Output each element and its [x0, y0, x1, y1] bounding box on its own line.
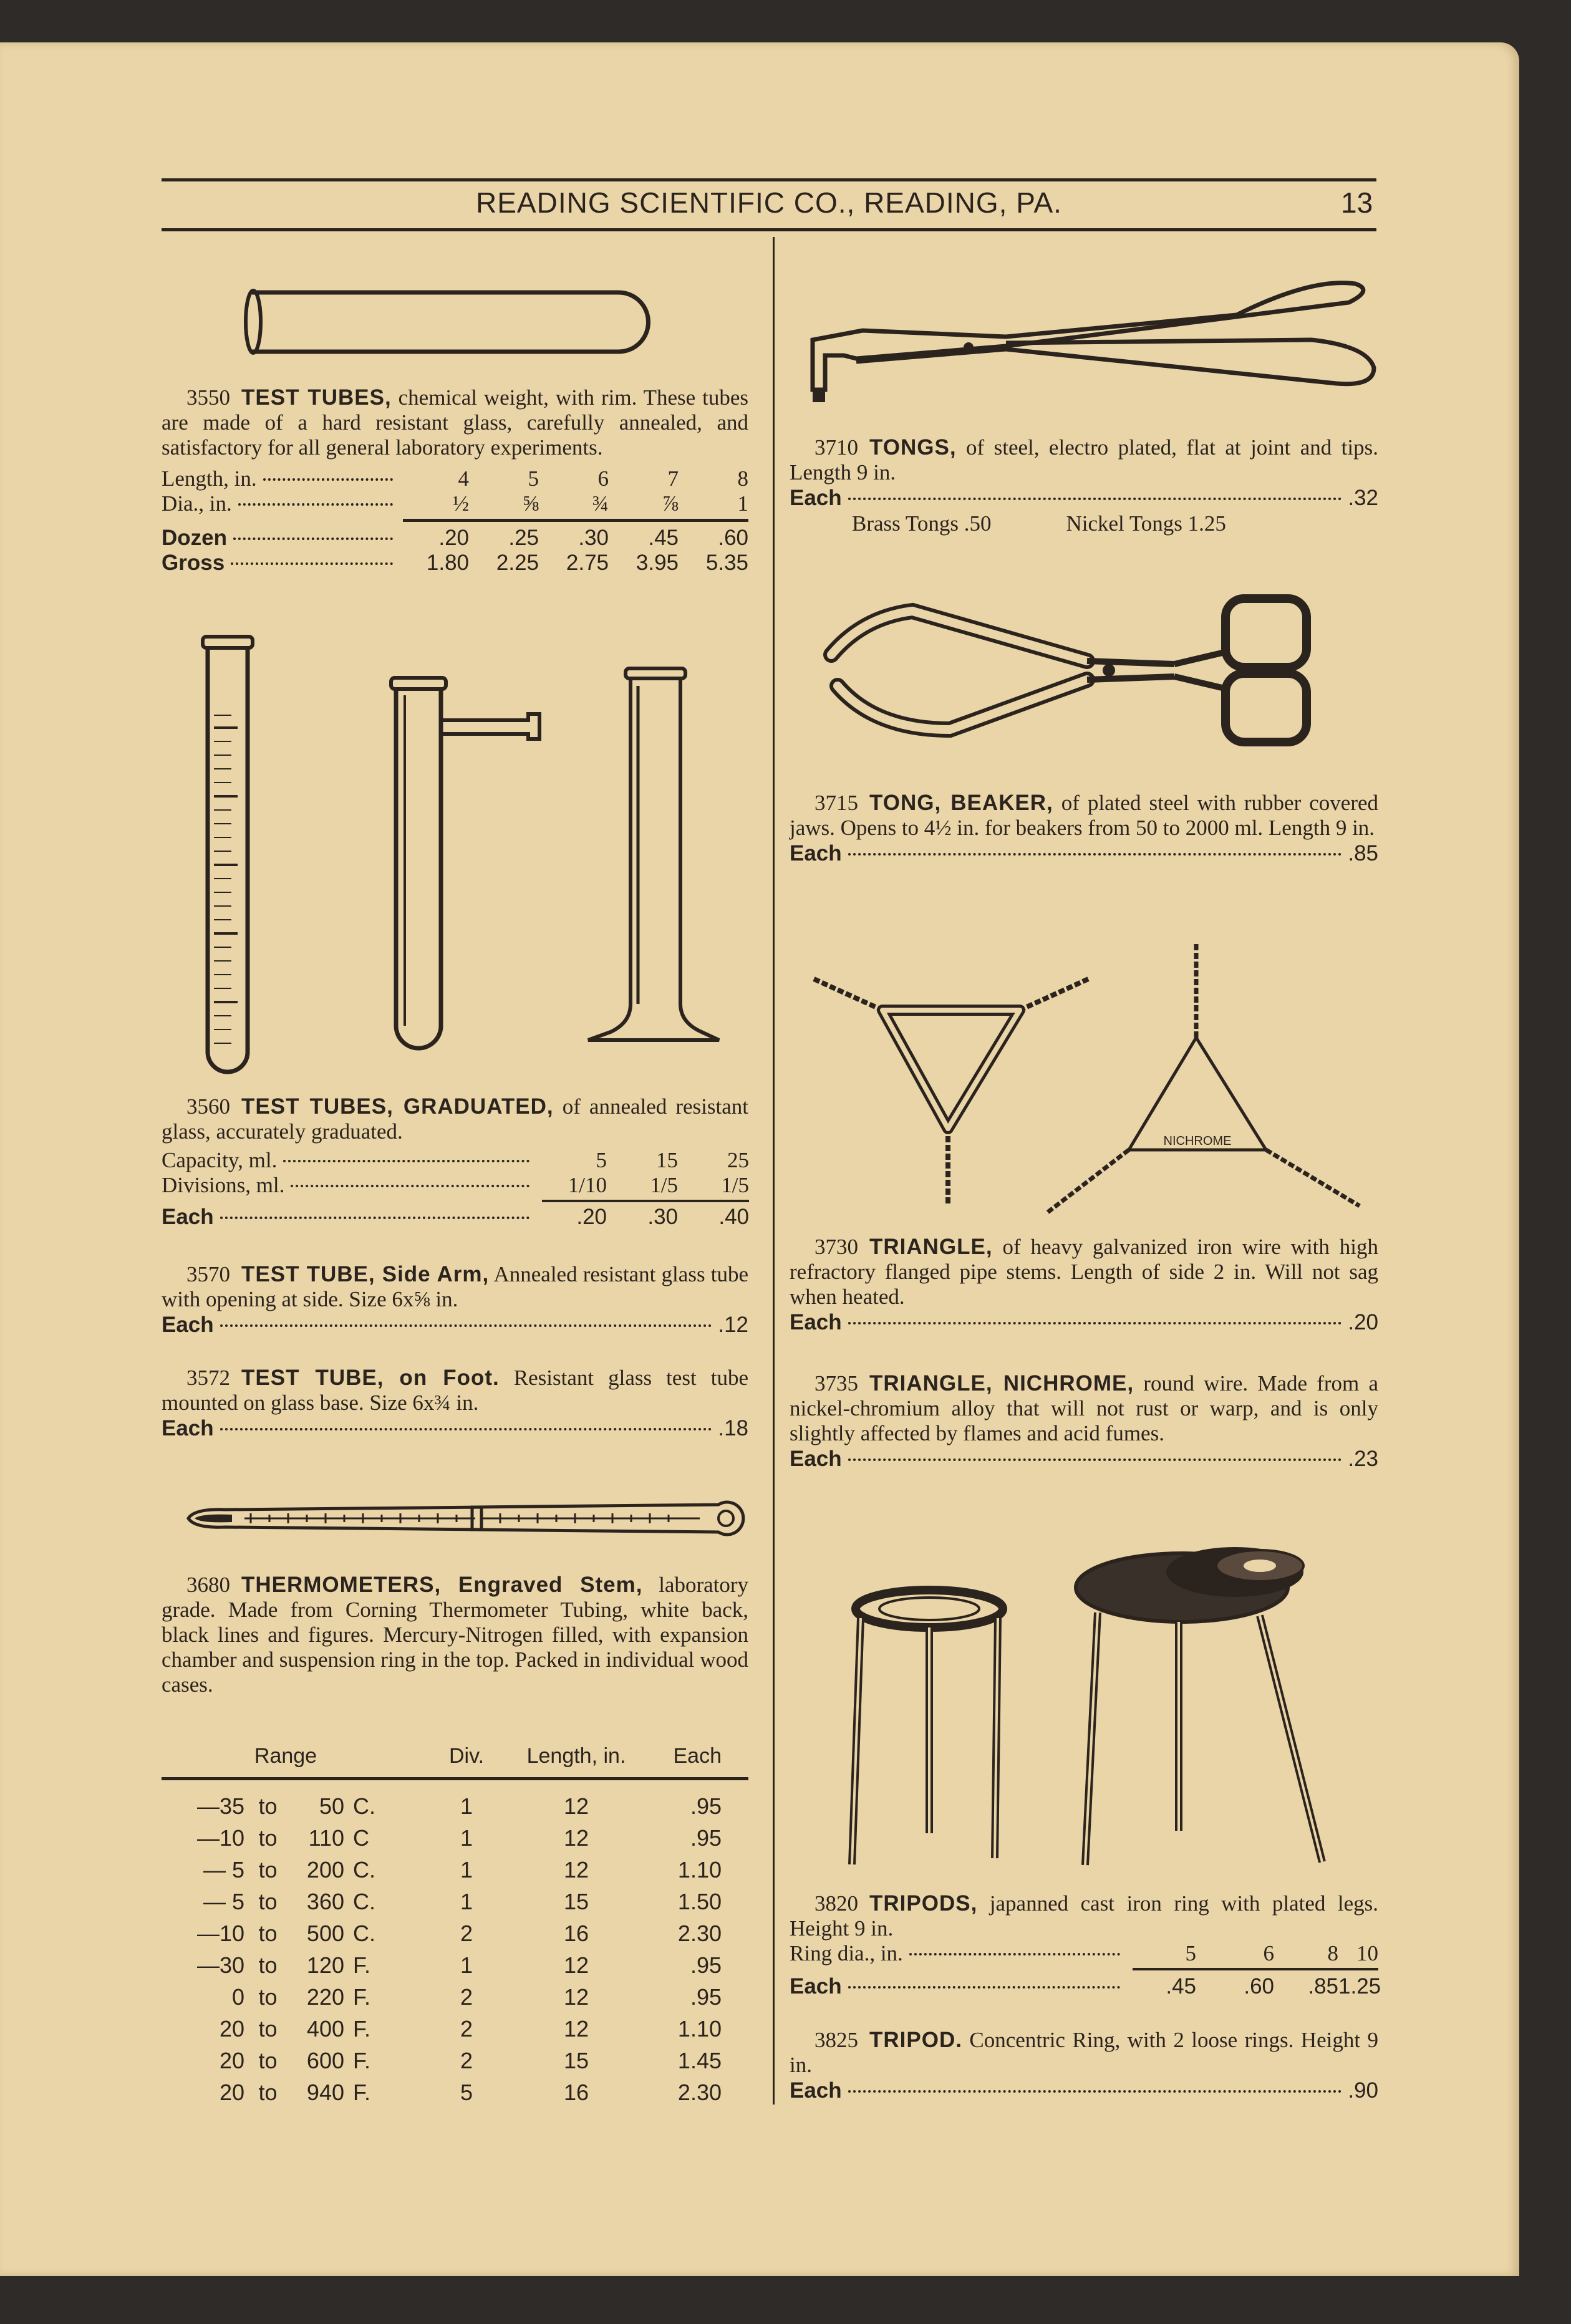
item-number: 3560	[186, 1094, 230, 1119]
thermometer-cell-div: 1	[460, 1889, 473, 1914]
brass-tongs-price: Brass Tongs .50	[852, 511, 992, 536]
cell: .40	[718, 1205, 749, 1229]
cell: 1	[737, 491, 748, 516]
thermometer-cell-div: 1	[460, 1825, 473, 1851]
cell: 5	[528, 466, 539, 491]
cell: 2.25	[496, 551, 539, 575]
thermometer-cell-length: 12	[563, 1984, 589, 2010]
cell: 5	[596, 1148, 607, 1172]
thermometer-cell-to-word: to	[258, 2048, 278, 2073]
price-label: Each	[162, 1313, 214, 1337]
thermometer-cell-div: 1	[460, 1793, 473, 1819]
cell: .45	[648, 526, 679, 550]
item-name: THERMOMETERS, Engraved Stem,	[241, 1573, 643, 1597]
item-number: 3550	[186, 385, 230, 410]
column-header-length: Length, in.	[526, 1744, 626, 1768]
tripod-price-table	[790, 1941, 1381, 1999]
capacity-price-table	[162, 1148, 748, 1230]
cell: .25	[508, 526, 539, 550]
test-tube-on-foot-illustration	[586, 667, 723, 1048]
thermometer-cell-to: 400	[306, 2016, 344, 2042]
item-description: of plated steel with rubber covered jaws. Opens to 4½ in. for beakers from 50 to 2000 ml. Length 9 in.	[790, 791, 1379, 840]
item-3825	[790, 2028, 1378, 2104]
cell: 4	[458, 466, 469, 491]
column-header-each: Each	[673, 1744, 722, 1768]
cell: 1/5	[721, 1173, 749, 1197]
item-3715	[790, 791, 1378, 867]
item-3820	[790, 1891, 1381, 1999]
nichrome-triangle-illustration	[1042, 944, 1366, 1218]
test-tube-illustration	[244, 286, 659, 358]
item-3680	[162, 1573, 748, 1697]
thermometer-cell-each: .95	[690, 1825, 722, 1851]
thermometer-cell-each: .95	[690, 1793, 722, 1819]
item-name: TEST TUBE, on Foot.	[241, 1366, 500, 1390]
thermometer-cell-length: 15	[563, 1889, 589, 1914]
thermometer-cell-to: 360	[306, 1889, 344, 1914]
item-name: TEST TUBE, Side Arm,	[241, 1262, 490, 1286]
beaker-tong-illustration	[825, 592, 1337, 761]
cell: 10	[1356, 1941, 1378, 1965]
thermometer-cell-each: .95	[690, 1984, 722, 2010]
cell: .60	[718, 526, 748, 550]
price: .32	[1348, 486, 1378, 510]
item-number: 3735	[815, 1371, 858, 1396]
thermometer-cell-to: 940	[306, 2080, 344, 2105]
cell: .30	[647, 1205, 678, 1229]
cell: .60	[1244, 1974, 1274, 1999]
item-name: TONGS,	[869, 435, 957, 460]
item-name: TEST TUBES,	[241, 385, 392, 410]
price-label: Each	[790, 841, 842, 865]
cell: 7	[667, 466, 679, 491]
thermometer-cell-each: 1.10	[677, 1857, 722, 1883]
thermometer-cell-from: 20	[219, 2048, 244, 2073]
cell: 5	[1185, 1941, 1196, 1965]
thermometer-cell-unit: C.	[353, 1857, 375, 1883]
row-label: Ring dia., in.	[790, 1941, 903, 1965]
row-label: Dozen	[162, 526, 227, 550]
price-label: Each	[790, 2078, 842, 2103]
thermometer-cell-from: — 5	[203, 1857, 244, 1883]
cell: 2.75	[566, 551, 609, 575]
cell: .20	[438, 526, 469, 550]
cell: 25	[727, 1148, 749, 1172]
thermometer-cell-to-word: to	[258, 1889, 278, 1914]
row-label: Length, in.	[162, 466, 257, 491]
thermometer-cell-from: 20	[219, 2016, 244, 2042]
thermometer-cell-div: 2	[460, 1921, 473, 1946]
thermometer-cell-each: .95	[690, 1952, 722, 1978]
cell: 1.80	[426, 551, 469, 575]
side-arm-test-tube-illustration	[390, 677, 552, 1051]
thermometer-cell-unit: C.	[353, 1921, 375, 1946]
thermometer-cell-length: 12	[563, 1793, 589, 1819]
thermometer-cell-to: 50	[319, 1793, 344, 1819]
price-label: Each	[790, 1447, 842, 1471]
cell: ¾	[592, 491, 609, 516]
item-3710	[790, 435, 1378, 536]
item-name: TRIANGLE, NICHROME,	[869, 1371, 1134, 1396]
thermometer-cell-to: 600	[306, 2048, 344, 2073]
thermometer-cell-to-word: to	[258, 1793, 278, 1819]
thermometer-cell-to: 200	[306, 1857, 344, 1883]
thermometer-cell-length: 12	[563, 1857, 589, 1883]
item-name: TRIANGLE,	[869, 1235, 993, 1259]
cell: 1/5	[650, 1173, 678, 1197]
thermometers-illustration	[188, 1500, 740, 1537]
item-description: japanned cast iron ring with plated legs. Height 9 in.	[790, 1891, 1379, 1941]
thermometer-cell-from: 20	[219, 2080, 244, 2105]
cell: .45	[1166, 1974, 1196, 1999]
row-label: Each	[790, 1974, 842, 1999]
cell: .85	[1308, 1974, 1338, 1999]
thermometer-cell-to-word: to	[258, 1952, 278, 1978]
thermometer-cell-unit: C.	[353, 1793, 375, 1819]
price: .90	[1348, 2078, 1378, 2103]
size-price-table	[162, 466, 748, 576]
item-number: 3715	[815, 791, 858, 815]
column-header-div: Div.	[448, 1744, 485, 1768]
item-3572	[162, 1366, 748, 1442]
cell: 8	[1327, 1941, 1338, 1965]
tongs-illustration	[800, 277, 1380, 418]
item-description: Annealed resistant glass tube with opening at side. Size 6x⅝ in.	[162, 1262, 748, 1311]
item-description: of annealed resistant glass, accurately graduated.	[162, 1094, 749, 1144]
cell: 8	[737, 466, 748, 491]
cell: 6	[597, 466, 609, 491]
price-label: Each	[162, 1416, 214, 1440]
thermometer-cell-to-word: to	[258, 2080, 278, 2105]
page-number: 13	[1341, 186, 1373, 219]
thermometer-cell-length: 12	[563, 2016, 589, 2042]
thermometer-cell-unit: F.	[353, 2048, 371, 2073]
cell: 15	[656, 1148, 678, 1172]
thermometer-cell-unit: F.	[353, 1984, 371, 2010]
thermometer-cell-to: 220	[306, 1984, 344, 2010]
thermometer-cell-div: 1	[460, 1857, 473, 1883]
thermometer-cell-div: 2	[460, 2016, 473, 2042]
row-label: Gross	[162, 551, 225, 575]
price: .23	[1348, 1447, 1378, 1471]
item-name: TRIPOD.	[869, 2028, 962, 2052]
item-number: 3820	[815, 1891, 858, 1916]
thermometer-cell-each: 1.10	[677, 2016, 722, 2042]
thermometer-table-header	[162, 1741, 748, 1771]
item-3550	[162, 385, 748, 576]
item-number: 3730	[815, 1235, 858, 1259]
concentric-ring-tripod-illustration	[1073, 1538, 1335, 1874]
row-label: Dia., in.	[162, 491, 232, 516]
thermometer-cell-each: 1.45	[677, 2048, 722, 2073]
price: .85	[1348, 841, 1378, 865]
thermometer-cell-to-word: to	[258, 1857, 278, 1883]
cell: ⅞	[662, 491, 679, 516]
cell: .30	[578, 526, 609, 550]
thermometer-cell-length: 12	[563, 1825, 589, 1851]
price: .18	[718, 1416, 748, 1440]
item-number: 3825	[815, 2028, 858, 2052]
thermometer-cell-from: —10	[196, 1825, 244, 1851]
cell: 6	[1263, 1941, 1274, 1965]
column-divider	[773, 237, 775, 2105]
graduated-test-tube-illustration	[200, 634, 256, 1077]
item-description: of steel, electro plated, flat at joint and tips. Length 9 in.	[790, 435, 1378, 485]
item-number: 3572	[186, 1366, 230, 1390]
thermometer-cell-length: 16	[563, 2080, 589, 2105]
thermometer-cell-div: 2	[460, 1984, 473, 2010]
thermometer-cell-each: 2.30	[677, 1921, 722, 1946]
table-rule	[162, 1777, 748, 1780]
thermometer-cell-each: 1.50	[677, 1889, 722, 1914]
thermometer-cell-to: 500	[306, 1921, 344, 1946]
thermometer-cell-from: 0	[231, 1984, 244, 2010]
item-name: TEST TUBES, GRADUATED,	[241, 1094, 554, 1119]
thermometer-cell-unit: C	[353, 1825, 369, 1851]
header-top-rule	[162, 178, 1376, 181]
thermometer-cell-unit: C.	[353, 1889, 375, 1914]
price-label: Each	[790, 486, 842, 510]
cell: ½	[452, 491, 469, 516]
tripod-illustration	[848, 1584, 1010, 1871]
thermometer-cell-length: 15	[563, 2048, 589, 2073]
item-number: 3710	[815, 435, 858, 460]
cell: .20	[576, 1205, 607, 1229]
thermometer-cell-length: 16	[563, 1921, 589, 1946]
cell: 3.95	[636, 551, 679, 575]
price-label: Each	[790, 1310, 842, 1334]
column-header-range: Range	[254, 1744, 317, 1768]
item-name: TONG, BEAKER,	[869, 791, 1053, 815]
page-header-title: READING SCIENTIFIC CO., READING, PA.	[476, 186, 1062, 219]
thermometer-table	[162, 1741, 748, 2108]
thermometer-cell-div: 5	[460, 2080, 473, 2105]
row-label: Divisions, ml.	[162, 1173, 285, 1197]
item-3730	[790, 1235, 1378, 1336]
cell: 1/10	[568, 1173, 607, 1197]
thermometer-cell-length: 12	[563, 1952, 589, 1978]
thermometer-cell-div: 2	[460, 2048, 473, 2073]
item-description: chemical weight, with rim. These tubes are made of a hard resistant glass, carefully annealed, and satisfactory for all general laboratory experiments.	[162, 385, 748, 460]
item-3735	[790, 1371, 1378, 1472]
item-description: Resistant glass test tube mounted on glass base. Size 6x¾ in.	[162, 1366, 749, 1415]
header-bottom-rule	[162, 228, 1376, 231]
thermometer-cell-from: —10	[196, 1921, 244, 1946]
thermometer-cell-each: 2.30	[677, 2080, 722, 2105]
cell: 5.35	[705, 551, 748, 575]
item-name: TRIPODS,	[869, 1891, 978, 1916]
thermometer-cell-unit: F.	[353, 2080, 371, 2105]
thermometer-cell-to-word: to	[258, 1984, 278, 2010]
cell: 1.25	[1338, 1974, 1381, 1999]
thermometer-cell-to: 110	[308, 1825, 344, 1851]
item-description: round wire. Made from a nickel-chromium alloy that will not rust or warp, and is only slightly affected by flames and acid fumes.	[790, 1371, 1379, 1445]
nichrome-label: NICHROME	[1163, 1134, 1232, 1148]
nickel-tongs-price: Nickel Tongs 1.25	[1066, 511, 1226, 536]
item-description: Concentric Ring, with 2 loose rings. Height 9 in.	[790, 2028, 1379, 2077]
thermometer-cell-from: — 5	[203, 1889, 244, 1914]
thermometer-cell-to-word: to	[258, 1921, 278, 1946]
row-label: Capacity, ml.	[162, 1148, 278, 1172]
price: .12	[718, 1313, 748, 1337]
thermometer-cell-unit: F.	[353, 2016, 371, 2042]
thermometer-cell-to: 120	[306, 1952, 344, 1978]
item-description: of heavy galvanized iron wire with high refractory flanged pipe stems. Length of side 2 in. Will not sag when heated.	[790, 1235, 1378, 1309]
row-label: Each	[162, 1205, 214, 1229]
item-description: laboratory grade. Made from Corning Thermometer Tubing, white back, black lines and figures. Mercury-Nitrogen filled, with expansion chamber and suspension ring in the top. Packed in individual wood cases.	[162, 1573, 749, 1697]
thermometer-cell-to-word: to	[258, 1825, 278, 1851]
thermometer-cell-from: —30	[196, 1952, 244, 1978]
item-3570	[162, 1262, 748, 1338]
item-number: 3680	[186, 1573, 230, 1597]
thermometer-cell-unit: F.	[353, 1952, 371, 1978]
thermometer-cell-div: 1	[460, 1952, 473, 1978]
cell: ⅝	[522, 491, 539, 516]
tong-variants	[790, 511, 1378, 536]
item-3560	[162, 1094, 748, 1230]
price: .20	[1348, 1310, 1378, 1334]
thermometer-cell-to-word: to	[258, 2016, 278, 2042]
item-number: 3570	[186, 1262, 230, 1286]
thermometer-cell-from: —35	[196, 1793, 244, 1819]
